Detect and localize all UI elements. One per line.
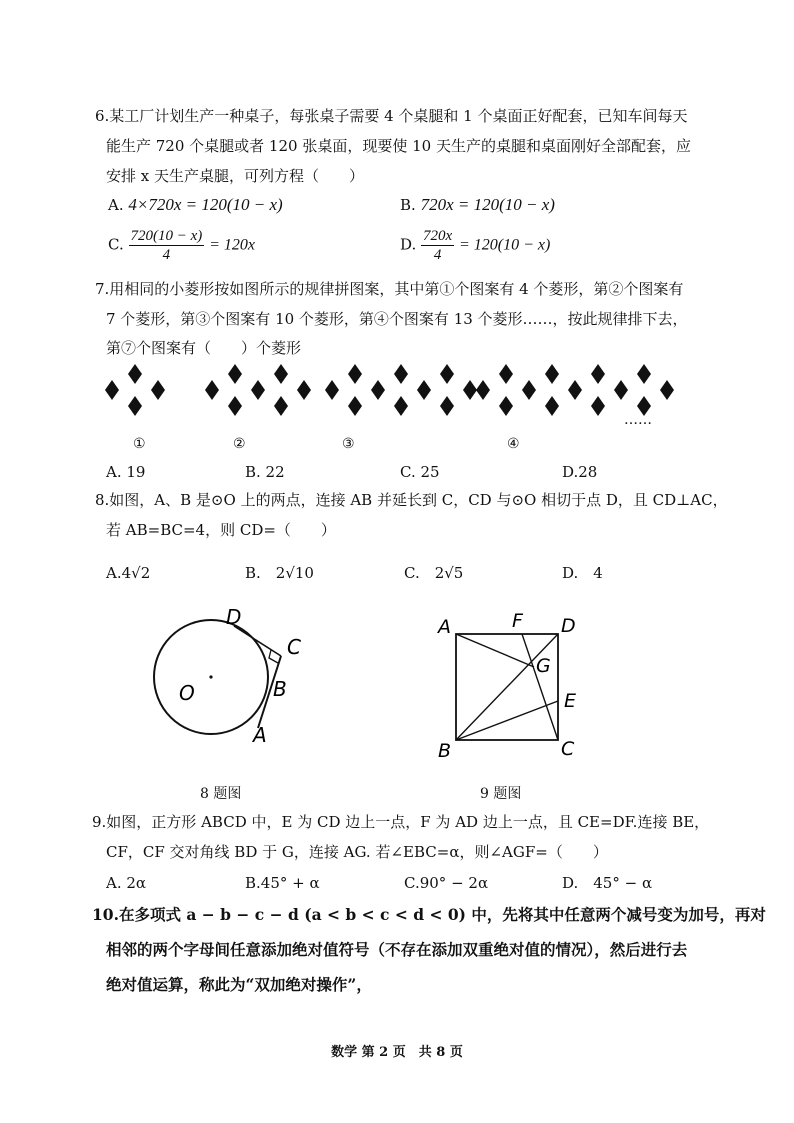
q6-option-a-expr: 4×720x = 120(10 − x) [128,195,283,214]
q6-option-d-numerator: 720x [423,228,453,244]
label-e: E [564,690,577,712]
q8-option-d: D. 4 [562,564,603,582]
q9-option-b: B.45° + α [245,874,320,892]
q6-option-d-rest: = 120(10 − x) [459,236,551,254]
q8-figure [140,600,340,760]
pattern-1-diamond-mid [151,380,165,400]
q6-option-b [400,195,555,215]
label-d: D [561,615,576,637]
label-g: G [536,655,551,677]
pattern-4-diamond-bottom [545,396,559,416]
q7-label-2: ② [233,436,246,452]
q10-line-2: 相邻的两个字母间任意添加绝对值符号（不存在添加双重绝对值的情况），然后进行去 [106,940,688,959]
q8-line-1: 8.如图，A、B 是⊙O 上的两点，连接 AB 并延长到 C，CD 与⊙O 相切于点 D，且 CD⊥AC， [95,491,728,509]
segment-cf [522,634,558,740]
q7-option-a: A. 19 [106,463,146,481]
pattern-4-diamond-top [637,364,651,384]
q9-figure-caption: 9 题图 [480,786,522,802]
pattern-4-diamond-mid [660,380,674,400]
q6-line-2: 能生产 720 个桌腿或者 120 张桌面，现要使 10 天生产的桌腿和桌面刚好全部配套，应 [106,137,691,155]
pattern-3-diamond-bottom [440,396,454,416]
q8-option-c: C. 2√5 [404,564,464,582]
q6-option-c-numerator: 720(10 − x) [130,228,203,244]
pattern-3-diamond-mid [463,380,477,400]
pattern-2-diamond-bottom [228,396,242,416]
pattern-1-diamond-top [128,364,142,384]
pattern-4-diamond-top [591,364,605,384]
q6-option-d-label: D. [400,235,417,254]
q6-option-a-label: A. [108,196,124,214]
segment-be [456,701,558,740]
q9-option-d: D. 45° − α [562,874,653,892]
q6-line-1: 6.某工厂计划生产一种桌子，每张桌子需要 4 个桌腿和 1 个桌面正好配套，已知车间每天 [95,107,688,125]
q7-diamond-patterns [100,360,680,430]
q6-option-c-label: C. [108,235,124,254]
pattern-2-diamond-top [274,364,288,384]
diagonal-bd [456,634,558,740]
pattern-4-diamond-mid [614,380,628,400]
pattern-4-diamond-mid [476,380,490,400]
q6-option-c-rest: = 120x [209,236,255,254]
pattern-3-diamond-mid [325,380,339,400]
q9-figure [430,605,600,765]
q7-ellipsis: …… [624,412,652,428]
q7-line-3: 第⑦个图案有（ ）个菱形 [106,339,302,357]
pattern-3-diamond-bottom [394,396,408,416]
page-footer: 数学 第 2 页 共 8 页 [331,1045,463,1060]
q7-line-2: 7 个菱形，第③个图案有 10 个菱形，第④个图案有 13 个菱形……，按此规律排下去， [106,310,688,328]
label-c: C [287,635,301,659]
pattern-2-diamond-bottom [274,396,288,416]
q8-line-2: 若 AB=BC=4，则 CD=（ ） [106,521,336,539]
q8-option-b: B. 2√10 [245,564,314,582]
label-b: B [273,677,287,701]
pattern-2-diamond-mid [297,380,311,400]
q8-option-a: A.4√2 [106,564,151,582]
label-a: A [438,616,451,638]
center-o-point [209,675,212,678]
pattern-3-diamond-mid [371,380,385,400]
label-d: D [226,605,242,629]
q7-label-1: ① [133,436,146,452]
q6-line-3: 安排 x 天生产桌腿，可列方程（ ） [106,167,364,185]
q7-option-d: D.28 [562,463,598,481]
label-b: B [438,740,452,762]
pattern-3-diamond-mid [417,380,431,400]
pattern-3-diamond-top [440,364,454,384]
pattern-2-diamond-mid [205,380,219,400]
pattern-2-diamond-mid [251,380,265,400]
q8-figure-caption: 8 题图 [200,786,242,802]
q7-label-3: ③ [342,436,355,452]
q6-option-d-fraction [421,227,454,264]
label-f: F [512,610,523,632]
q7-option-b: B. 22 [245,463,285,481]
q7-line-1: 7.用相同的小菱形按如图所示的规律拼图案，其中第①个图案有 4 个菱形，第②个图案有 [95,280,684,298]
pattern-4-diamond-top [545,364,559,384]
pattern-4-diamond-bottom [591,396,605,416]
label-o: O [179,681,195,705]
q10-line-3: 绝对值运算，称此为“双加绝对操作”， [106,975,372,994]
q6-option-d [400,227,550,264]
segment-ag [456,634,534,667]
q6-option-b-label: B. [400,196,416,214]
pattern-4-diamond-mid [568,380,582,400]
pattern-4-diamond-mid [522,380,536,400]
q7-label-4: ④ [507,436,520,452]
pattern-1-diamond-mid [105,380,119,400]
label-c: C [561,738,575,760]
q9-line-2: CF，CF 交对角线 BD 于 G，连接 AG. 若∠EBC=α，则∠AGF=（ ） [106,843,608,861]
pattern-2-diamond-top [228,364,242,384]
pattern-3-diamond-top [394,364,408,384]
q9-line-1: 9.如图，正方形 ABCD 中，E 为 CD 边上一点，F 为 AD 边上一点，且 CE=DF.连接 BE， [92,813,710,831]
segment-cd [234,626,281,656]
q6-option-c-fraction [129,227,205,264]
q6-option-c-denominator: 4 [162,247,171,263]
pattern-4-diamond-bottom [499,396,513,416]
pattern-1-diamond-bottom [128,396,142,416]
pattern-3-diamond-top [348,364,362,384]
q6-option-a [108,195,283,215]
q6-option-d-denominator: 4 [433,247,442,263]
q10-line-1: 10.在多项式 a − b − c − d (a < b < c < d < 0) 中，先将其中任意两个减号变为加号，再对 [92,905,766,924]
label-a: A [253,723,267,747]
q7-option-c: C. 25 [400,463,440,481]
q6-option-b-expr: 720x = 120(10 − x) [420,195,555,214]
q9-option-a: A. 2α [106,874,147,892]
q6-option-c [108,227,255,264]
pattern-4-diamond-top [499,364,513,384]
pattern-3-diamond-bottom [348,396,362,416]
q9-option-c: C.90° − 2α [404,874,489,892]
